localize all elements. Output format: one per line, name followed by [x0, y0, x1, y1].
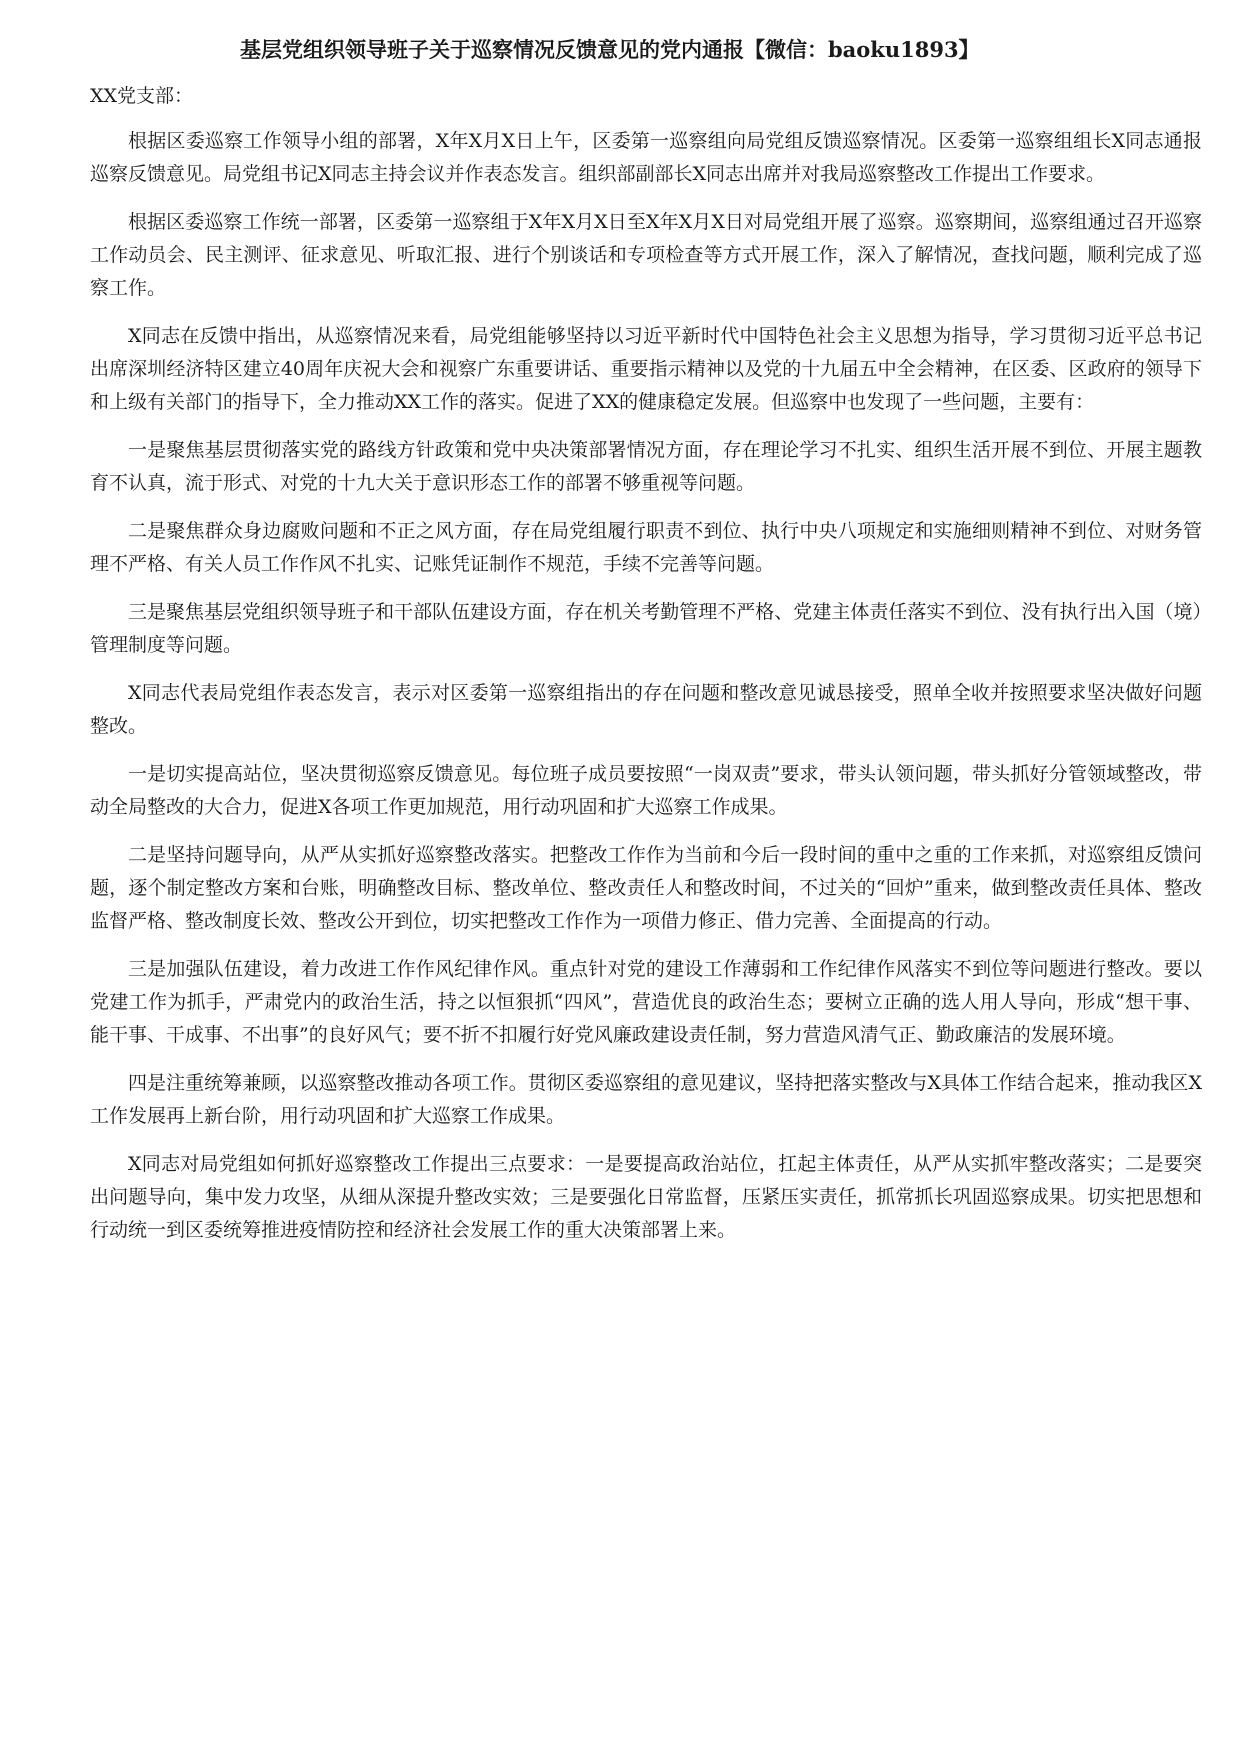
- paragraph: 根据区委巡察工作领导小组的部署，X年X月X日上午，区委第一巡察组向局党组反馈巡察情况。区委第一巡察组组长X同志通报巡察反馈意见。局党组书记X同志主持会议并作表态发言。组织部副部长X同志出席并对我局巡察整改工作提出工作要求。: [90, 130, 1202, 185]
- paragraph: 三是加强队伍建设，着力改进工作作风纪律作风。重点针对党的建设工作薄弱和工作纪律作风落实不到位等问题进行整改。要以党建工作为抓手，严肃党内的政治生活，持之以恒狠抓“四风”，营造优良的政治生态；要树立正确的选人用人导向，形成“想干事、能干事、干成事、不出事”的良好风气；要不折不扣履行好党风廉政建设责任制，努力营造风清气正、勤政廉洁的发展环境。: [90, 958, 1202, 1046]
- document-title: 基层党组织领导班子关于巡察情况反馈意见的党内通报【微信：baoku1893】: [240, 37, 980, 62]
- paragraph: 四是注重统筹兼顾，以巡察整改推动各项工作。贯彻区委巡察组的意见建议，坚持把落实整改与X具体工作结合起来，推动我区X工作发展再上新台阶，用行动巩固和扩大巡察工作成果。: [90, 1072, 1202, 1127]
- paragraph: 一是切实提高站位，坚决贯彻巡察反馈意见。每位班子成员要按照“一岗双责”要求，带头认领问题，带头抓好分管领域整改，带动全局整改的大合力，促进X各项工作更加规范，用行动巩固和扩大巡察工作成果。: [90, 763, 1202, 818]
- paragraph: 三是聚焦基层党组织领导班子和干部队伍建设方面，存在机关考勤管理不严格、党建主体责任落实不到位、没有执行出入国（境）管理制度等问题。: [90, 601, 1202, 656]
- paragraph: 二是坚持问题导向，从严从实抓好巡察整改落实。把整改工作作为当前和今后一段时间的重中之重的工作来抓，对巡察组反馈问题，逐个制定整改方案和台账，明确整改目标、整改单位、整改责任人和整改时间，不过关的“回炉”重来，做到整改责任具体、整改监督严格、整改制度长效、整改公开到位，切实把整改工作作为一项借力修正、借力完善、全面提高的行动。: [90, 844, 1202, 932]
- paragraph: 二是聚焦群众身边腐败问题和不正之风方面，存在局党组履行职责不到位、执行中央八项规定和实施细则精神不到位、对财务管理不严格、有关人员工作作风不扎实、记账凭证制作不规范，手续不完善等问题。: [90, 520, 1202, 575]
- paragraph: X同志对局党组如何抓好巡察整改工作提出三点要求：一是要提高政治站位，扛起主体责任，从严从实抓牢整改落实；二是要突出问题导向，集中发力攻坚，从细从深提升整改实效；三是要强化日常监督，压紧压实责任，抓常抓长巩固巡察成果。切实把思想和行动统一到区委统筹推进疫情防控和经济社会发展工作的重大决策部署上来。: [90, 1153, 1202, 1241]
- paragraph: X同志在反馈中指出，从巡察情况来看，局党组能够坚持以习近平新时代中国特色社会主义思想为指导，学习贯彻习近平总书记出席深圳经济特区建立40周年庆祝大会和视察广东重要讲话、重要指示精神以及党的十九届五中全会精神，在区委、区政府的领导下和上级有关部门的指导下，全力推动XX工作的落实。促进了XX的健康稳定发展。但巡察中也发现了一些问题，主要有：: [90, 325, 1202, 413]
- salutation: XX党支部：: [90, 85, 194, 107]
- paragraph: 根据区委巡察工作统一部署，区委第一巡察组于X年X月X日至X年X月X日对局党组开展了巡察。巡察期间，巡察组通过召开巡察工作动员会、民主测评、征求意见、听取汇报、进行个别谈话和专项检查等方式开展工作，深入了解情况，查找问题，顺利完成了巡察工作。: [90, 211, 1202, 299]
- paragraph: X同志代表局党组作表态发言，表示对区委第一巡察组指出的存在问题和整改意见诚恳接受，照单全收并按照要求坚决做好问题整改。: [90, 682, 1202, 737]
- paragraph: 一是聚焦基层贯彻落实党的路线方针政策和党中央决策部署情况方面，存在理论学习不扎实、组织生活开展不到位、开展主题教育不认真，流于形式、对党的十九大关于意识形态工作的部署不够重视等问题。: [90, 439, 1202, 494]
- document-body: [90, 125, 1202, 1247]
